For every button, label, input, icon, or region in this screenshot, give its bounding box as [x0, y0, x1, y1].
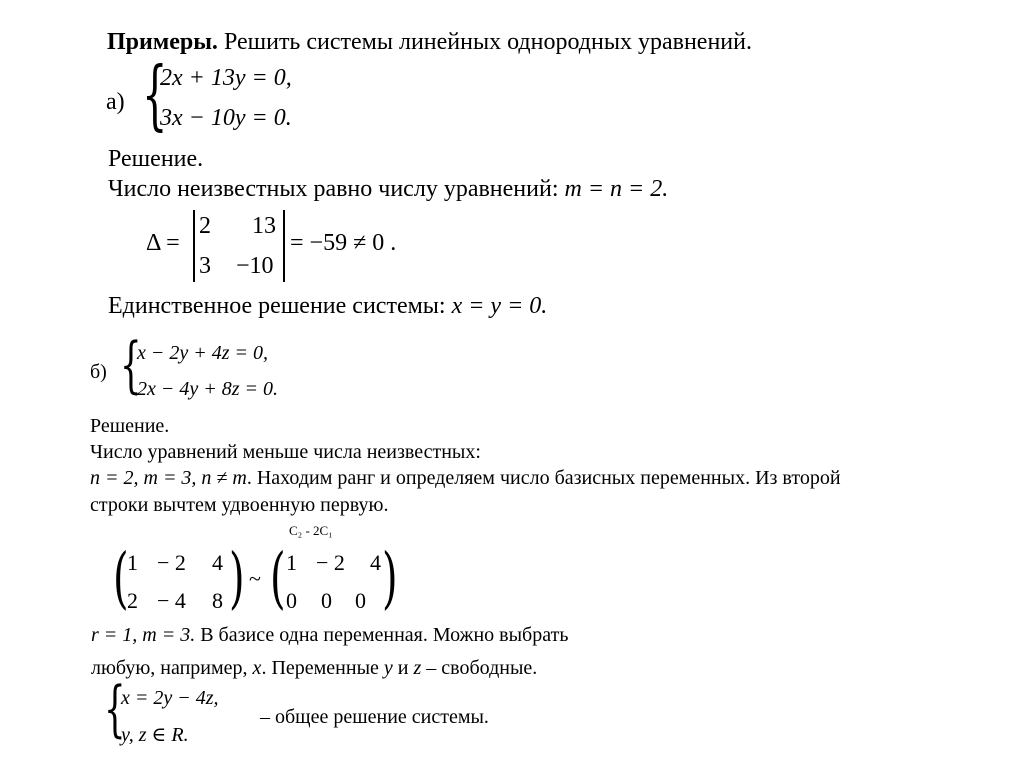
free-mid: . Переменные [261, 657, 384, 679]
part-a-label: а) [106, 89, 125, 115]
matrix1-right-paren: ) [229, 541, 245, 617]
matrix2-right-paren: ) [382, 541, 398, 617]
det-r1c2: 13 [252, 213, 276, 239]
part-a-note-text: Число неизвестных равно числу уравнений: [108, 176, 565, 202]
m1-r1c3: 4 [212, 550, 223, 575]
part-a-note-math: m = n = 2. [564, 176, 669, 202]
m2-r1c1: 1 [286, 550, 297, 575]
det-r2c1: 3 [199, 253, 211, 279]
free-x: x [252, 657, 262, 679]
det-right-bar [283, 210, 285, 282]
m2-r2c2: 0 [321, 588, 332, 613]
part-b-label: б) [90, 361, 107, 383]
free-suffix: – свободные. [421, 657, 538, 679]
part-a-solution-label: Решение. [108, 146, 204, 172]
general-solution-label: – общее решение системы. [260, 706, 489, 728]
part-b-line2-math: n = 2, m = 3, n ≠ m [90, 467, 247, 489]
part-a-note [108, 175, 668, 203]
brace-b: { [120, 329, 142, 402]
m1-r1c1: 1 [127, 550, 138, 575]
general-eq1: x = 2y − 4z, [121, 687, 219, 709]
rank-text: В базисе одна переменная. Можно выбрать [195, 624, 569, 646]
free-z: z [413, 657, 422, 679]
free-y: y [383, 657, 393, 679]
rank-math: r = 1, m = 3. [91, 624, 196, 646]
free-and: и [392, 657, 414, 679]
part-a-unique [108, 292, 547, 320]
general-eq2: y, z ∈ R. [121, 724, 189, 746]
part-a-eq2: 3x − 10y = 0. [160, 105, 292, 131]
m2-r1c3: 4 [370, 550, 381, 575]
part-b-line2 [90, 466, 841, 490]
det-result: = −59 ≠ 0 . [290, 230, 397, 256]
part-b-line1: Число уравнений меньше числа неизвестных: [90, 441, 481, 463]
heading-bold: Примеры. [107, 29, 218, 55]
free-prefix: любую, например, [91, 657, 253, 679]
free-variables-line [91, 656, 537, 680]
m1-r2c3: 8 [212, 588, 223, 613]
part-a-unique-text: Единственное решение системы: [108, 293, 452, 319]
m2-r2c1: 0 [286, 588, 297, 613]
part-b-eq1: x − 2y + 4z = 0, [137, 342, 269, 364]
rank-line [91, 623, 568, 647]
part-b-line3: строки вычтем удвоенную первую. [90, 494, 389, 516]
part-b-solution-label: Решение. [90, 415, 170, 437]
m2-r1c2: − 2 [316, 550, 345, 575]
part-a-eq1: 2x + 13y = 0, [160, 65, 292, 91]
row-operation-label: C₂ - 2C₁ [289, 523, 333, 538]
brace-a: { [142, 52, 168, 140]
part-a-unique-math: x = y = 0. [451, 293, 548, 319]
det-r1c1: 2 [199, 213, 211, 239]
m1-r1c2: − 2 [157, 550, 186, 575]
heading-rest: Решить системы линейных однородных уравнений. [217, 29, 752, 55]
m1-r2c1: 2 [127, 588, 138, 613]
equivalence-tilde: ~ [249, 566, 261, 591]
delta-symbol: Δ = [146, 230, 180, 256]
part-b-line2-text: . Находим ранг и определяем число базисных переменных. Из второй [246, 467, 841, 489]
matrix2-left-paren: ( [270, 541, 286, 617]
matrix1-left-paren: ( [113, 541, 129, 617]
brace-general: { [104, 673, 126, 746]
page-heading [107, 28, 752, 56]
m1-r2c2: − 4 [157, 588, 186, 613]
m2-r2c3: 0 [355, 588, 366, 613]
part-b-eq2: 2x − 4y + 8z = 0. [137, 378, 279, 400]
det-left-bar [193, 210, 195, 282]
det-r2c2: −10 [236, 253, 274, 279]
